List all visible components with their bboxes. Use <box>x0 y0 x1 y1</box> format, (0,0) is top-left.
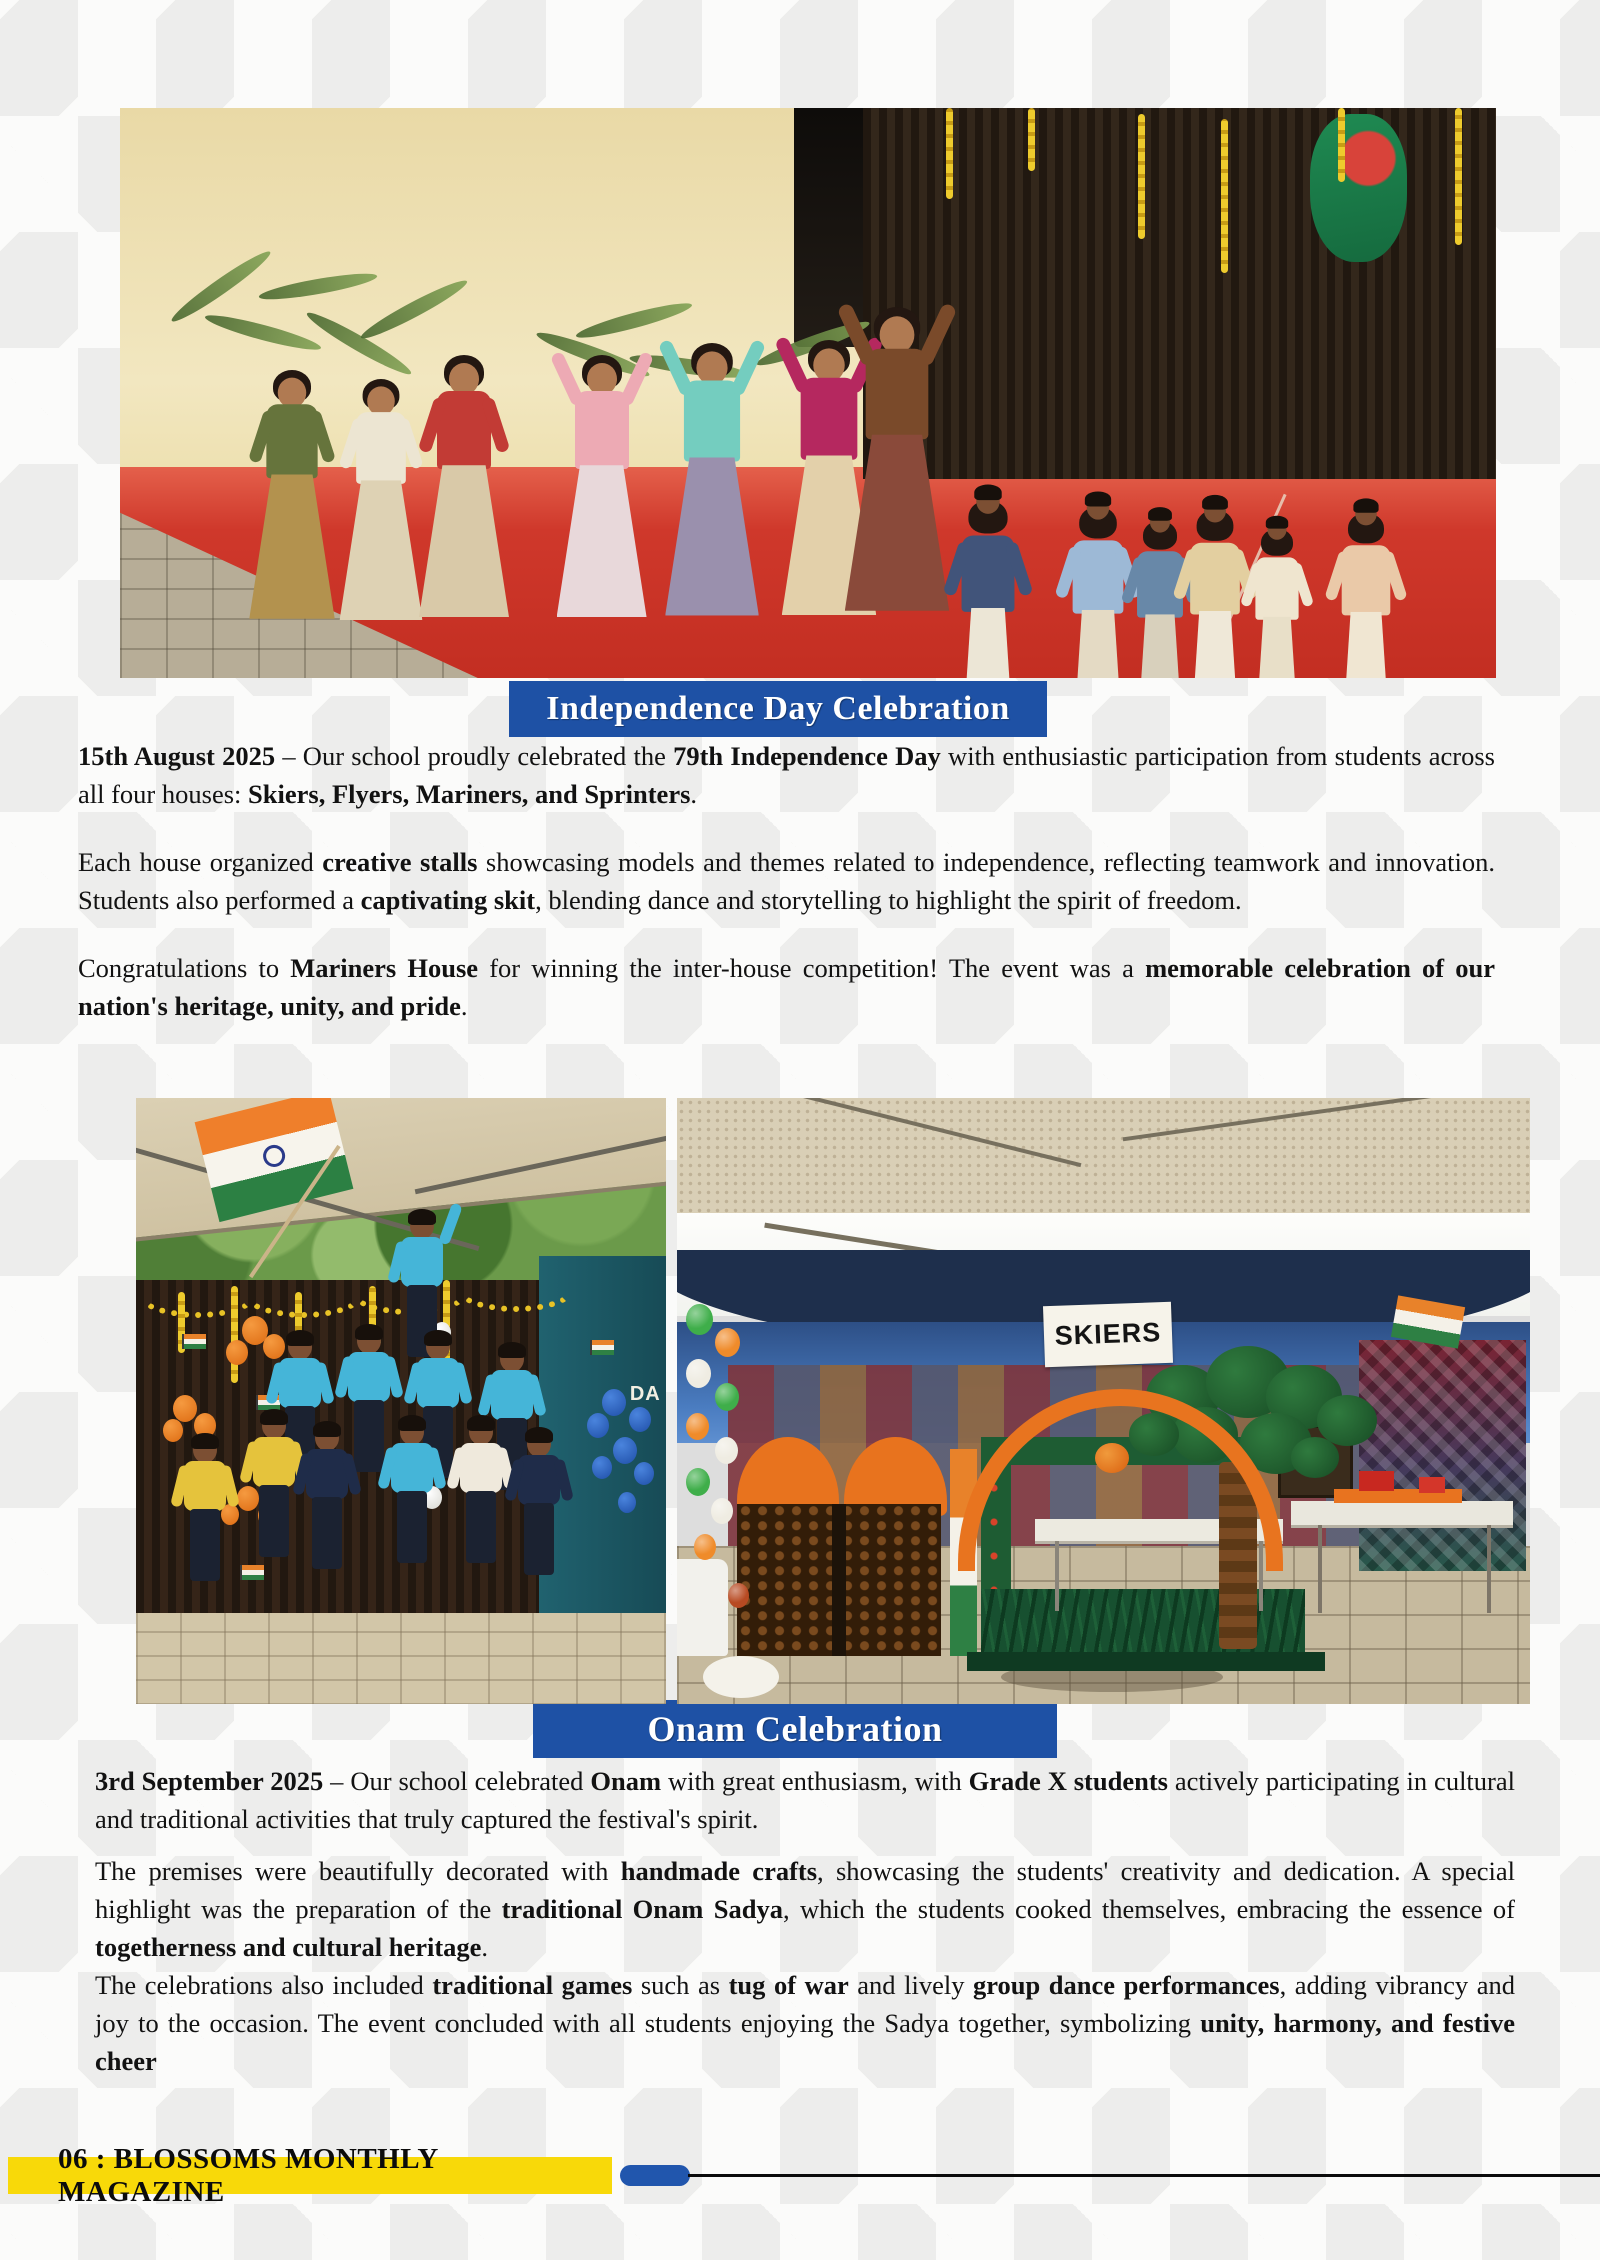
kid-torso <box>961 536 1014 612</box>
boy-pants <box>524 1503 554 1575</box>
stall-balloon <box>711 1498 733 1524</box>
boy-pants <box>259 1485 289 1557</box>
kid-figure <box>557 343 647 655</box>
independence-text-block <box>78 737 1495 1055</box>
kid-figure <box>1337 502 1395 655</box>
boy-head <box>469 1419 493 1445</box>
kid-torso <box>684 381 740 462</box>
stall-balloon <box>715 1328 740 1357</box>
banner-onam-label: Onam Celebration <box>647 1709 943 1749</box>
pyramid-boy-figure <box>173 1437 237 1607</box>
boy-pants <box>190 1509 220 1581</box>
stall-balloon <box>686 1468 710 1496</box>
boy-pants <box>397 1491 427 1563</box>
boy-shirt <box>279 1358 321 1408</box>
kid-head <box>1086 495 1109 519</box>
pyramid-boy-figure <box>380 1419 444 1589</box>
kid-dress <box>845 435 949 611</box>
boy-shirt <box>306 1449 348 1499</box>
kid-head <box>1149 511 1169 533</box>
kid-torso <box>437 391 491 469</box>
boy-shirt <box>518 1455 560 1505</box>
footer-page-label: 06 : BLOSSOMS MONTHLY MAGAZINE <box>58 2142 438 2208</box>
kid-dress <box>1055 610 1140 678</box>
photo-independence-day-stage <box>120 108 1496 678</box>
boy-shirt <box>491 1370 533 1420</box>
kid-torso <box>1072 541 1123 614</box>
stall-balloon <box>715 1383 739 1411</box>
kid-dress <box>1241 617 1313 678</box>
kid-torso <box>575 391 629 469</box>
kid-torso <box>1190 543 1240 615</box>
banner-independence-day <box>509 681 1047 737</box>
boy-head <box>527 1431 551 1457</box>
balloon-column <box>677 1098 1530 1704</box>
pyramid-boy-figure <box>507 1431 571 1601</box>
kid-figure <box>845 293 949 655</box>
paragraph-onam-1: 3rd September 2025 – Our school celebrated Onam with great enthusiasm, with Grade X students actively participating in cultural and traditional activities that truly captured the festival's spirit. <box>95 1766 1515 1834</box>
paragraph-onam-2: The premises were beautifully decorated with handmade crafts, showcasing the students' creativity and dedication. A special highlight was the preparation of the traditional Onam Sadya, which the students cooked themselves, embracing the essence of togetherness and cultural heritage. <box>95 1856 1515 1962</box>
boy-shirt <box>417 1358 459 1408</box>
boy-head <box>288 1334 312 1360</box>
backdrop-letters: DA <box>629 1382 661 1405</box>
paragraph-independence-1: 15th August 2025 – Our school proudly celebrated the 79th Independence Day with enthusiastic participation from students across all four houses: Skiers, Flyers, Mariners, and Sprinters. <box>78 741 1495 809</box>
boy-pants <box>466 1491 496 1563</box>
stall-balloon <box>686 1413 709 1440</box>
boy-shirt <box>401 1237 443 1287</box>
boy-head <box>500 1346 524 1372</box>
kid-dress <box>557 465 647 617</box>
kid-dress <box>665 458 759 616</box>
kid-figure <box>419 343 509 655</box>
stall-balloon <box>728 1583 749 1608</box>
kid-torso <box>1342 545 1391 615</box>
skiers-sign: SKIERS <box>1043 1302 1173 1367</box>
footer-accent-pill <box>620 2165 690 2186</box>
kid-dress <box>944 608 1032 678</box>
kid-figure <box>1068 495 1128 655</box>
boy-head <box>426 1334 450 1360</box>
kid-head <box>976 489 1000 514</box>
kid-torso <box>266 404 317 478</box>
boy-head <box>410 1213 434 1239</box>
human-pyramid-group <box>136 1098 666 1704</box>
paragraph-independence-3: Congratulations to Mariners House for winning the inter-house competition! The event was a memorable celebration of our nation's heritage, unity, and pride. <box>78 953 1496 1021</box>
kid-dress <box>1173 611 1256 678</box>
boy-shirt <box>253 1437 295 1487</box>
kid-figure <box>1185 499 1244 655</box>
boy-head <box>262 1413 286 1439</box>
kid-dress <box>1326 612 1407 678</box>
kid-figure <box>340 368 423 655</box>
onam-text-block <box>95 1762 1515 2080</box>
kid-torso <box>866 349 929 439</box>
kid-figure <box>249 359 335 655</box>
boy-shirt <box>391 1443 433 1493</box>
kid-torso <box>1255 558 1298 620</box>
stall-balloon <box>694 1534 716 1560</box>
kid-head <box>1204 499 1226 523</box>
kid-figure <box>1251 519 1302 655</box>
paragraph-independence-2: Each house organized creative stalls showcasing models and themes related to independence, reflecting teamwork and innovation. Students also performed a captivating skit, blending dance and storytelling to highlight the spirit of freedom. <box>78 847 1496 915</box>
paragraph-onam-3: The celebrations also included traditional games such as tug of war and lively group dance performances, adding vibrancy and joy to the occasion. The event concluded with all students enjoying the Sadya together, symbolizing unity, harmony, and festive cheer <box>95 1970 1515 2076</box>
children-dancers-group <box>120 108 1496 678</box>
kid-dress <box>419 465 509 617</box>
pyramid-boy-figure <box>449 1419 513 1589</box>
boy-head <box>357 1328 381 1354</box>
stall-balloon <box>686 1359 711 1388</box>
photo-flag-pyramid <box>136 1098 666 1704</box>
pyramid-boy-figure <box>295 1425 359 1595</box>
boy-shirt <box>184 1461 226 1511</box>
banner-onam <box>533 1700 1057 1758</box>
boy-pants <box>312 1497 342 1569</box>
photo-skiers-stall <box>677 1098 1530 1704</box>
banner-independence-day-label: Independence Day Celebration <box>546 690 1010 727</box>
footer-divider-line <box>688 2174 1600 2177</box>
stall-balloon <box>715 1437 738 1464</box>
stall-balloon <box>686 1304 713 1335</box>
kid-head <box>1267 519 1286 540</box>
boy-head <box>315 1425 339 1451</box>
boy-shirt <box>348 1352 390 1402</box>
kid-figure <box>665 331 759 655</box>
boy-head <box>400 1419 424 1445</box>
kid-dress <box>340 480 423 620</box>
boy-head <box>193 1437 217 1463</box>
kid-figure <box>956 489 1019 656</box>
kid-dress <box>249 475 335 619</box>
boy-shirt <box>460 1443 502 1493</box>
footer-page-bar <box>8 2142 612 2208</box>
kid-torso <box>357 412 407 484</box>
